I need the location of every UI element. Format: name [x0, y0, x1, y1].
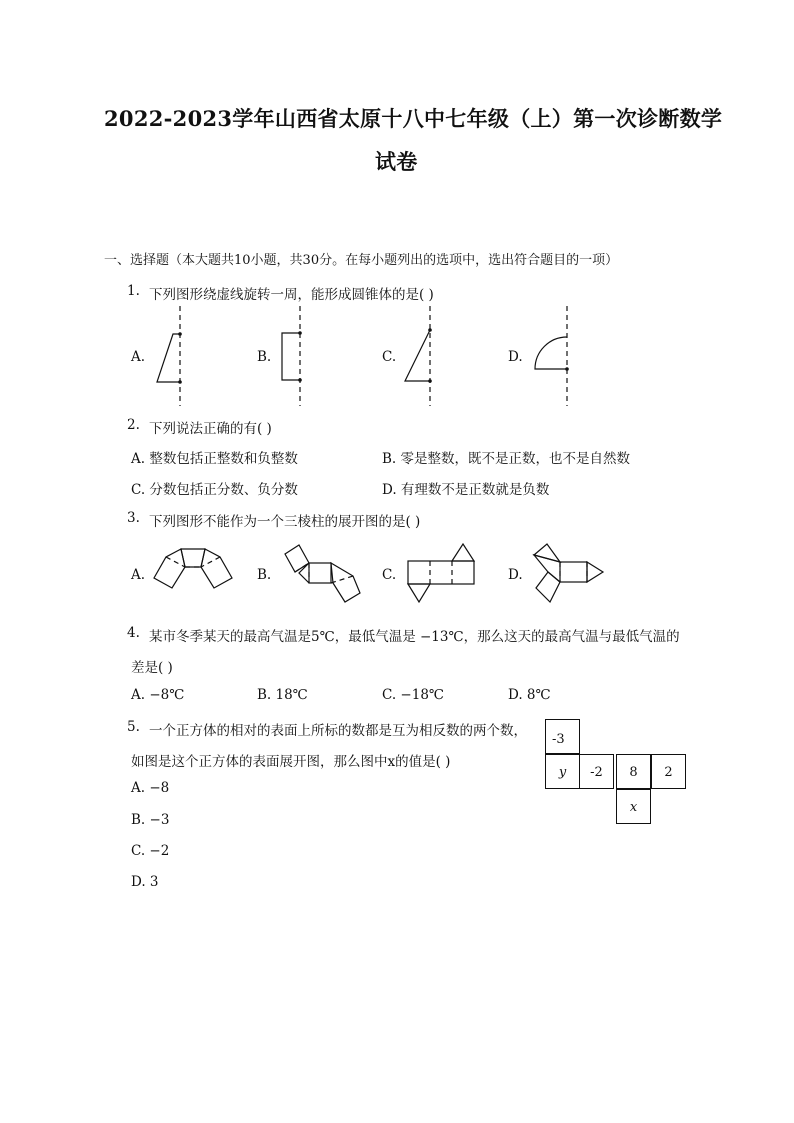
- q4-option-a: A. −8℃: [131, 687, 185, 703]
- q3-option-a-label: A.: [131, 567, 146, 583]
- question-4-text-line2: 差是( ): [131, 660, 173, 676]
- q1-option-a-label: A.: [131, 349, 146, 365]
- net-cell-x: x: [616, 789, 651, 824]
- q3-option-d-label: D.: [508, 567, 523, 583]
- q2-option-b: B. 零是整数，既不是正数，也不是自然数: [382, 451, 631, 467]
- question-4-number: 4.: [127, 625, 140, 641]
- q3-figure-d: [530, 540, 610, 605]
- question-1-number: 1.: [127, 283, 140, 299]
- q3-figure-a: [148, 545, 238, 595]
- q1-figure-c: [400, 306, 440, 406]
- question-5-number: 5.: [127, 719, 140, 735]
- question-4-text-line1: 某市冬季某天的最高气温是5℃，最低气温是 −13℃，那么这天的最高气温与最低气温的: [149, 629, 680, 645]
- question-1-text: 下列图形绕虚线旋转一周，能形成圆锥体的是( ): [149, 287, 434, 303]
- page-title: 2022-2023学年山西省太原十八中七年级（上）第一次诊断数学: [104, 106, 723, 131]
- q3-option-b-label: B.: [257, 567, 272, 583]
- net-cell-top: -3: [545, 719, 580, 754]
- q1-figure-b: [275, 306, 315, 406]
- q5-option-b: B. −3: [131, 812, 170, 828]
- q1-figure-d: [530, 306, 580, 406]
- question-5-text-line1: 一个正方体的相对的表面上所标的数都是互为相反数的两个数，: [149, 723, 527, 739]
- q4-option-c: C. −18℃: [382, 687, 445, 703]
- q5-option-d: D. 3: [131, 874, 159, 890]
- net-cell-2: 2: [651, 754, 686, 789]
- q5-option-a: A. −8: [131, 780, 170, 796]
- q2-option-a: A. 整数包括正整数和负整数: [131, 451, 298, 467]
- net-cell-minus-2: -2: [579, 754, 614, 789]
- question-5-text-line2: 如图是这个正方体的表面展开图，那么图中x的值是( ): [131, 754, 451, 770]
- question-2-number: 2.: [127, 417, 140, 433]
- question-2-text: 下列说法正确的有( ): [149, 421, 272, 437]
- q1-option-b-label: B.: [257, 349, 272, 365]
- page-title-continued: 试卷: [375, 149, 418, 174]
- q4-option-b: B. 18℃: [257, 687, 308, 703]
- q3-option-c-label: C.: [382, 567, 397, 583]
- q1-figure-a: [150, 306, 190, 406]
- q2-option-d: D. 有理数不是正数就是负数: [382, 482, 550, 498]
- q2-option-c: C. 分数包括正分数、负分数: [131, 482, 298, 498]
- question-3-text: 下列图形不能作为一个三棱柱的展开图的是( ): [149, 514, 421, 530]
- net-cell-y: y: [545, 754, 580, 789]
- q3-figure-b: [278, 540, 368, 605]
- q3-figure-c: [405, 540, 485, 605]
- q5-option-c: C. −2: [131, 843, 170, 859]
- q1-option-c-label: C.: [382, 349, 397, 365]
- section-heading: 一、选择题（本大题共10小题，共30分。在每小题列出的选项中，选出符合题目的一项）: [104, 253, 619, 268]
- question-3-number: 3.: [127, 510, 140, 526]
- net-cell-8: 8: [616, 754, 651, 789]
- q4-option-d: D. 8℃: [508, 687, 551, 703]
- q1-option-d-label: D.: [508, 349, 523, 365]
